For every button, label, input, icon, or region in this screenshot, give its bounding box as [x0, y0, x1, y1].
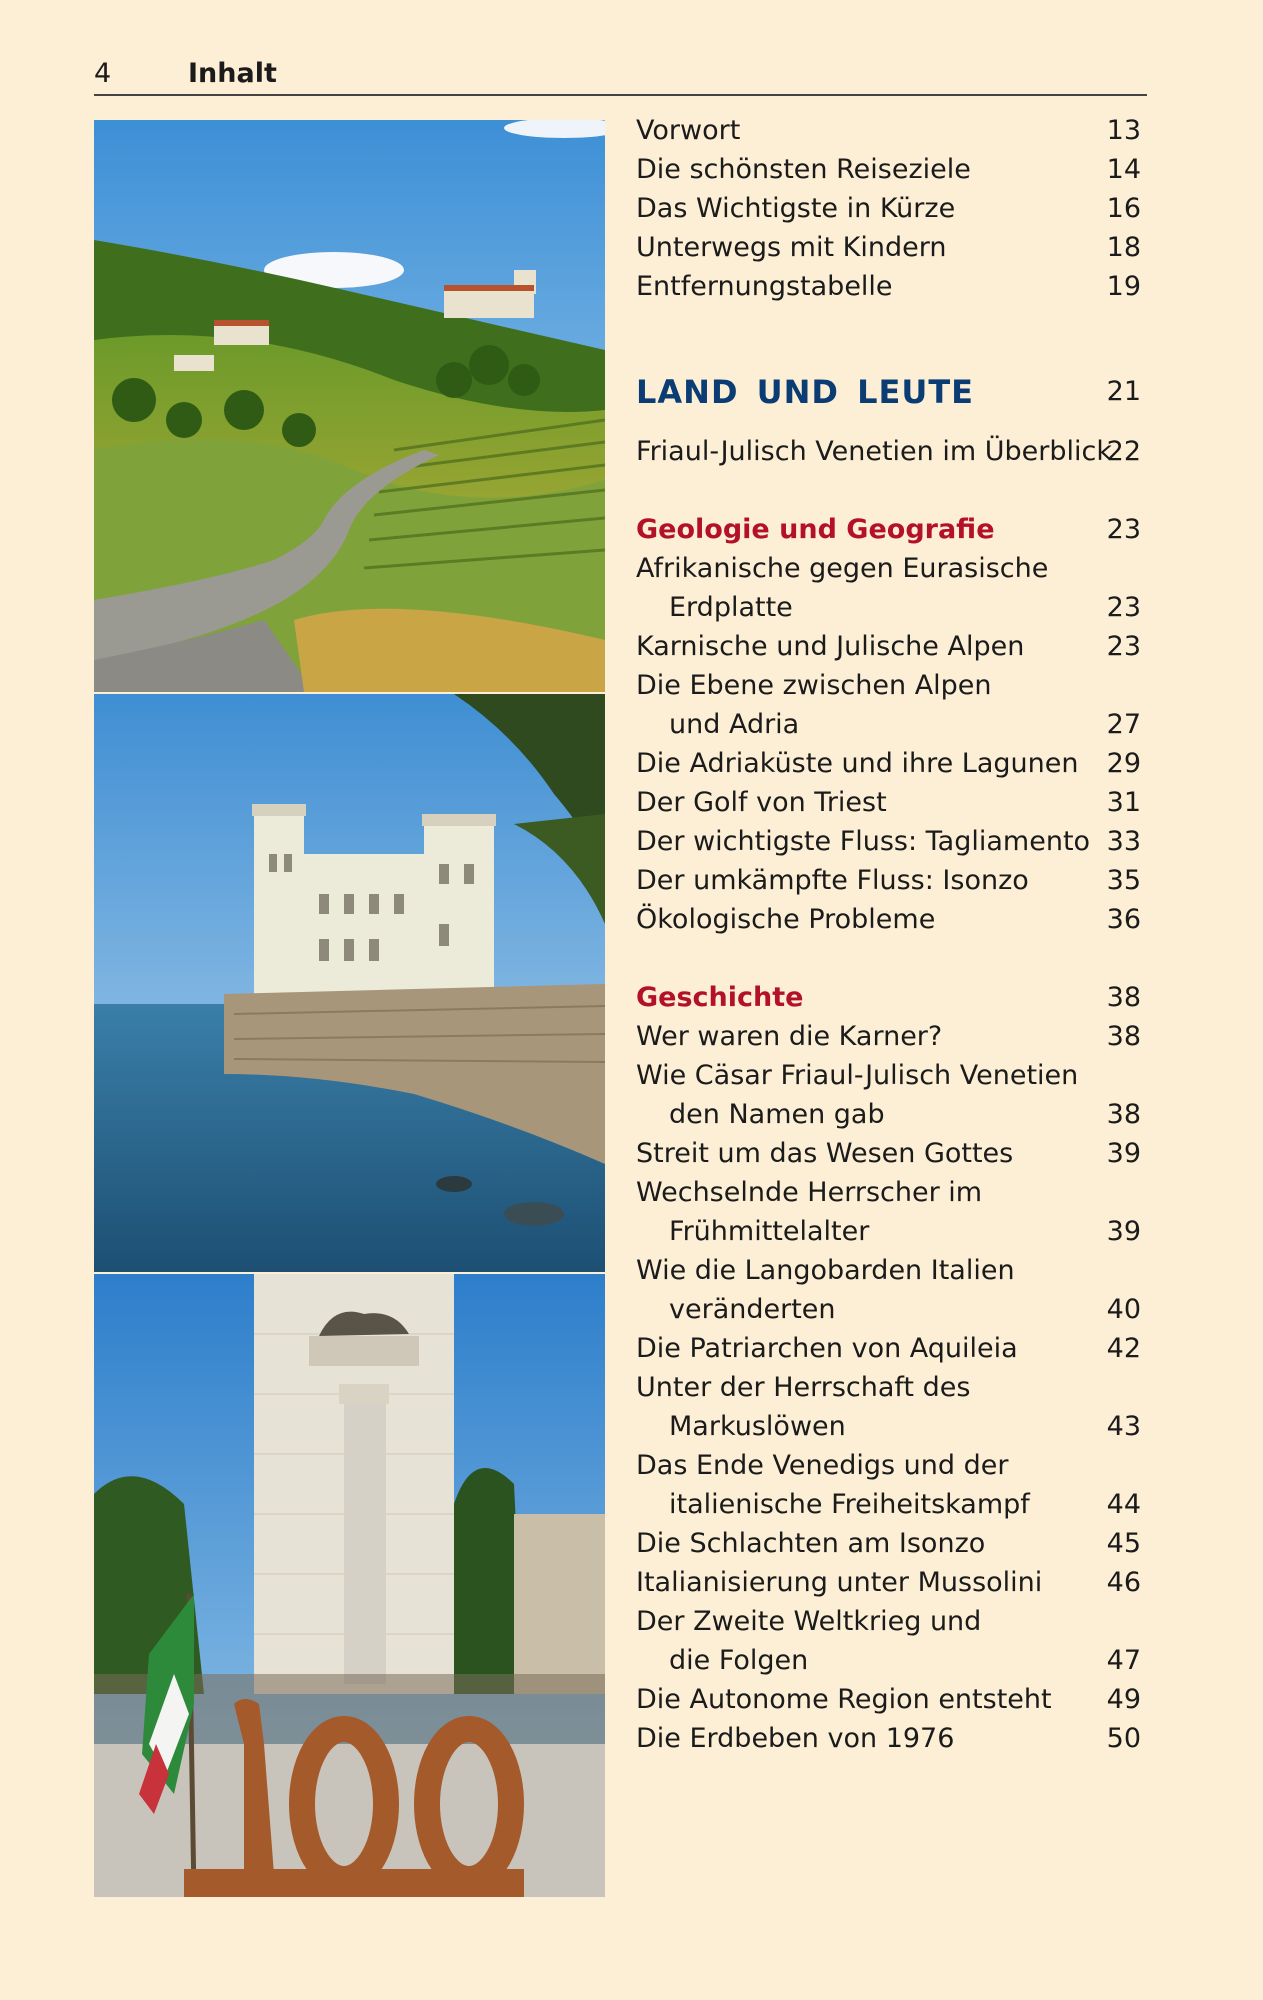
- toc-entry-page: 38: [1106, 1021, 1141, 1052]
- toc-entry-label: Die Schlachten am Isonzo: [636, 1528, 986, 1559]
- toc-entry: [636, 1603, 1141, 1641]
- toc-entry-page: 38: [1106, 1099, 1141, 1130]
- toc-entry: [636, 511, 1141, 549]
- toc-entry: [636, 979, 1141, 1017]
- toc-entry-page: 16: [1106, 193, 1141, 224]
- toc-entry-page: 14: [1106, 154, 1141, 185]
- toc-entry-page: 36: [1106, 904, 1141, 935]
- toc-entry: [636, 1018, 1141, 1056]
- toc-entry: [636, 823, 1141, 861]
- toc-entry-page: 44: [1106, 1489, 1141, 1520]
- toc-entry-page: 13: [1106, 115, 1141, 146]
- toc-entry-label: Der umkämpfte Fluss: Isonzo: [636, 865, 1029, 896]
- photo-column: [94, 120, 605, 1897]
- toc-entry: [636, 1642, 1141, 1680]
- toc-entry: [636, 628, 1141, 666]
- toc-entry-label: Frühmittelalter: [669, 1216, 870, 1247]
- toc-entry-label: Wechselnde Herrscher im: [636, 1177, 983, 1208]
- toc-entry-page: 35: [1106, 865, 1141, 896]
- toc-entry-label: Entfernungstabelle: [636, 271, 893, 302]
- toc-entry: [636, 1564, 1141, 1602]
- toc-entry-label: Der Golf von Triest: [636, 787, 887, 818]
- toc-entry-label: Die Ebene zwischen Alpen: [636, 670, 992, 701]
- column-photo: [94, 1274, 605, 1897]
- toc-entry-label: Afrikanische gegen Eurasische: [636, 553, 1049, 584]
- toc-entry-label: und Adria: [669, 709, 800, 740]
- toc-entry-page: 19: [1106, 271, 1141, 302]
- toc-entry: [636, 706, 1141, 744]
- toc-entry-label: Die schönsten Reiseziele: [636, 154, 971, 185]
- toc-entry-page: 39: [1106, 1138, 1141, 1169]
- toc-entry-label: LAND UND LEUTE: [636, 373, 975, 411]
- toc-entry-page: 43: [1106, 1411, 1141, 1442]
- toc-entry-label: Karnische und Julische Alpen: [636, 631, 1025, 662]
- toc-entry: [636, 589, 1141, 627]
- toc-entry: [636, 667, 1141, 705]
- toc-entry-page: 23: [1106, 592, 1141, 623]
- toc-entry: [636, 745, 1141, 783]
- toc-entry-label: Wer waren die Karner?: [636, 1021, 943, 1052]
- toc-entry: [636, 1096, 1141, 1134]
- toc-entry-page: 45: [1106, 1528, 1141, 1559]
- toc-entry-label: Das Wichtigste in Kürze: [636, 193, 956, 224]
- toc-entry-label: den Namen gab: [669, 1099, 885, 1130]
- toc-entry: [636, 1213, 1141, 1251]
- toc-entry-label: Der wichtigste Fluss: Tagliamento: [636, 826, 1091, 857]
- toc-entry-page: 21: [1106, 376, 1141, 407]
- toc-entry-label: Italianisierung unter Mussolini: [636, 1567, 1043, 1598]
- toc-entry: [636, 373, 1141, 411]
- toc-entry-page: 50: [1106, 1723, 1141, 1754]
- toc-entry: [636, 862, 1141, 900]
- toc-entry-label: Friaul-Julisch Venetien im Überblick: [636, 436, 1112, 467]
- toc-entry-label: Die Patriarchen von Aquileia: [636, 1333, 1018, 1364]
- page-header: [94, 58, 1147, 96]
- toc-entry-label: Markuslöwen: [669, 1411, 846, 1442]
- toc-entry-label: die Folgen: [669, 1645, 809, 1676]
- toc-entry: [636, 1720, 1141, 1758]
- toc-entry: [636, 229, 1141, 267]
- toc-entry-page: 22: [1106, 436, 1141, 467]
- section-title: Inhalt: [188, 58, 277, 89]
- toc-entry-label: Unter der Herrschaft des: [636, 1372, 971, 1403]
- toc-entry-label: Das Ende Venedigs und der: [636, 1450, 1009, 1481]
- toc-entry: [636, 151, 1141, 189]
- toc-entry: [636, 550, 1141, 588]
- toc-entry-label: italienische Freiheitskampf: [669, 1489, 1030, 1520]
- vineyard-photo: [94, 120, 605, 692]
- toc-entry: [636, 1447, 1141, 1485]
- toc-entry-page: 31: [1106, 787, 1141, 818]
- toc-entry-page: 23: [1106, 631, 1141, 662]
- toc-entry-page: 27: [1106, 709, 1141, 740]
- toc-entry-label: Erdplatte: [669, 592, 793, 623]
- toc-entry-page: 38: [1106, 982, 1141, 1013]
- toc-entry: [636, 1291, 1141, 1329]
- toc-entry-page: 33: [1106, 826, 1141, 857]
- toc-entry: [636, 1369, 1141, 1407]
- castle-photo: [94, 694, 605, 1272]
- toc-entry: [636, 112, 1141, 150]
- toc-entry: [636, 901, 1141, 939]
- toc-entry-label: Vorwort: [636, 115, 741, 146]
- toc-entry-label: Der Zweite Weltkrieg und: [636, 1606, 982, 1637]
- toc-entry: [636, 1135, 1141, 1173]
- toc-entry-label: Wie Cäsar Friaul-Julisch Venetien: [636, 1060, 1079, 1091]
- toc-entry-label: Die Erdbeben von 1976: [636, 1723, 955, 1754]
- toc-entry: [636, 433, 1141, 471]
- toc-entry-page: 49: [1106, 1684, 1141, 1715]
- toc-entry: [636, 784, 1141, 822]
- toc-entry: [636, 1057, 1141, 1095]
- toc-entry-label: Geschichte: [636, 982, 804, 1013]
- toc-entry-label: Ökologische Probleme: [636, 904, 936, 935]
- toc-entry: [636, 1681, 1141, 1719]
- toc-entry-label: Streit um das Wesen Gottes: [636, 1138, 1014, 1169]
- toc-entry: [636, 1252, 1141, 1290]
- toc-entry-page: 29: [1106, 748, 1141, 779]
- toc-entry: [636, 1408, 1141, 1446]
- toc-entry-page: 40: [1106, 1294, 1141, 1325]
- toc-entry: [636, 1486, 1141, 1524]
- page-number: 4: [94, 58, 112, 89]
- toc-entry-label: Die Adriaküste und ihre Lagunen: [636, 748, 1079, 779]
- toc-entry-page: 46: [1106, 1567, 1141, 1598]
- toc-entry: [636, 1330, 1141, 1368]
- toc-entry-page: 39: [1106, 1216, 1141, 1247]
- toc-entry: [636, 1525, 1141, 1563]
- toc-entry-page: 42: [1106, 1333, 1141, 1364]
- toc-entry-label: Wie die Langobarden Italien: [636, 1255, 1015, 1286]
- toc-entry-label: veränderten: [669, 1294, 836, 1325]
- toc-entry: [636, 1174, 1141, 1212]
- toc-entry-page: 47: [1106, 1645, 1141, 1676]
- toc-entry: [636, 190, 1141, 228]
- toc-entry-label: Unterwegs mit Kindern: [636, 232, 947, 263]
- toc-entry: [636, 268, 1141, 306]
- toc-entry-label: Die Autonome Region entsteht: [636, 1684, 1052, 1715]
- toc-entry-label: Geologie und Geografie: [636, 514, 995, 545]
- toc-entry-page: 18: [1106, 232, 1141, 263]
- toc-entry-page: 23: [1106, 514, 1141, 545]
